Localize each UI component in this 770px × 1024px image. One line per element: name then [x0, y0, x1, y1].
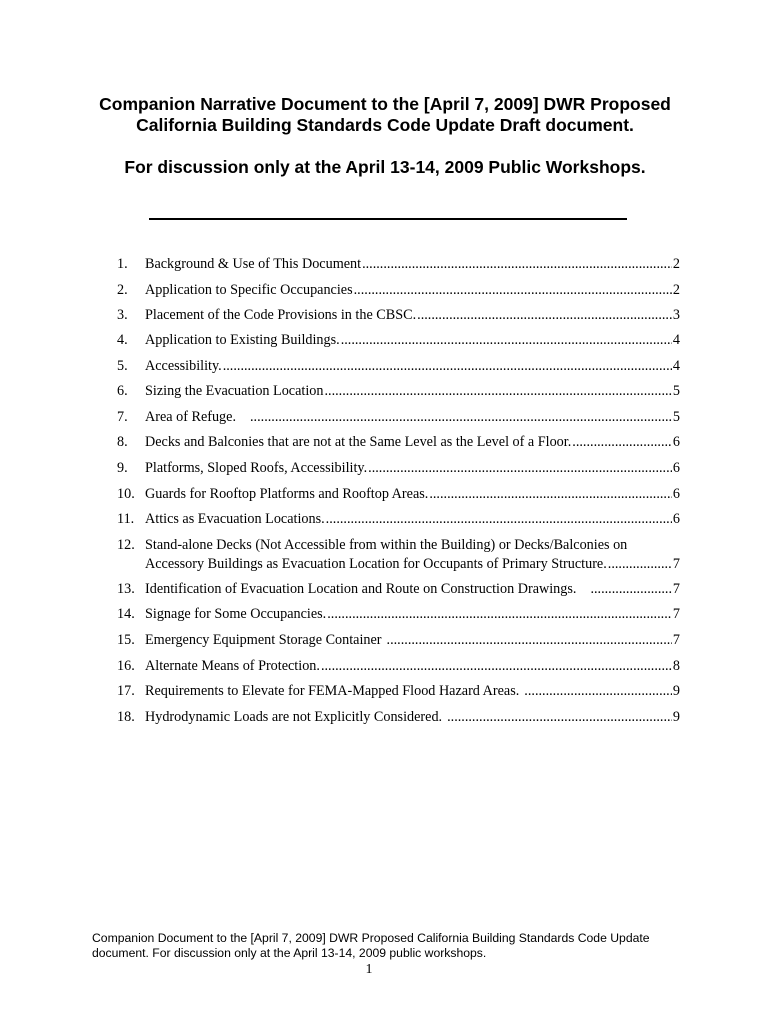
toc-item-page: 6 — [672, 460, 680, 476]
toc-item-page: 4 — [672, 332, 680, 348]
document-subtitle: For discussion only at the April 13-14, 2009 Public Workshops. — [124, 157, 646, 177]
toc-item-number: 6. — [117, 383, 128, 399]
toc-item-page: 8 — [672, 658, 680, 674]
toc-item-title: Accessibility. — [145, 358, 222, 374]
toc-item-page: 2 — [672, 282, 680, 298]
toc-item[interactable] — [117, 357, 680, 376]
toc-item-page: 6 — [672, 486, 680, 502]
toc-item-number: 13. — [117, 581, 135, 597]
toc-item-page: 2 — [672, 256, 680, 272]
toc-leader — [590, 580, 671, 599]
toc-item-title: Requirements to Elevate for FEMA-Mapped Flood Hazard Areas. — [145, 683, 520, 699]
toc-item-number: 8. — [117, 434, 128, 450]
toc-leader — [608, 555, 672, 574]
toc-item-title: Placement of the Code Provisions in the CBSC. — [145, 307, 417, 323]
toc-leader — [429, 485, 672, 504]
toc-item-number: 12. — [117, 537, 135, 553]
toc-leader — [447, 708, 672, 727]
toc-item-page: 6 — [672, 434, 680, 450]
toc-item-title: Alternate Means of Protection. — [145, 658, 320, 674]
toc-item-title: Area of Refuge. — [145, 409, 236, 425]
toc-item-number: 17. — [117, 683, 135, 699]
toc-item-page: 7 — [672, 632, 680, 648]
toc-item[interactable] — [117, 682, 680, 701]
toc-item-title: Hydrodynamic Loads are not Explicitly Considered. — [145, 709, 443, 725]
toc-item-title: Platforms, Sloped Roofs, Accessibility. — [145, 460, 368, 476]
toc-item-number: 9. — [117, 460, 128, 476]
footer-line-2: document. For discussion only at the April 13-14, 2009 public workshops. — [92, 946, 487, 960]
toc-item-page: 7 — [672, 606, 680, 622]
toc-item-title: Identification of Evacuation Location and Route on Construction Drawings. — [145, 581, 577, 597]
toc-leader — [572, 433, 672, 452]
toc-item[interactable] — [117, 605, 680, 624]
document-title-line-1: Companion Narrative Document to the [April 7, 2009] DWR Proposed — [99, 94, 671, 114]
toc-item-title: Application to Specific Occupancies — [145, 282, 353, 298]
toc-item-page: 7 — [672, 581, 680, 597]
toc-item-number: 15. — [117, 632, 135, 648]
toc-item-page: 9 — [672, 683, 680, 699]
toc-leader — [368, 459, 672, 478]
toc-item-title: Attics as Evacuation Locations. — [145, 511, 325, 527]
toc-leader — [354, 281, 672, 300]
toc-item[interactable] — [117, 510, 680, 529]
toc-item[interactable] — [117, 536, 680, 574]
toc-item-number: 4. — [117, 332, 128, 348]
toc-item-title: Guards for Rooftop Platforms and Rooftop Areas. — [145, 486, 429, 502]
toc-leader — [321, 657, 672, 676]
toc-item-number: 11. — [117, 511, 135, 527]
toc-item-number: 5. — [117, 358, 128, 374]
toc-item-number: 18. — [117, 709, 135, 725]
toc-item-title-line-2: Accessory Buildings as Evacuation Location for Occupants of Primary Structure. — [145, 556, 607, 572]
toc-item[interactable] — [117, 708, 680, 727]
toc-leader — [326, 510, 672, 529]
toc-item[interactable] — [117, 657, 680, 676]
toc-item-title: Sizing the Evacuation Location — [145, 383, 324, 399]
toc-item-title-line-1: Stand-alone Decks (Not Accessible from within the Building) or Decks/Balconies on — [145, 537, 628, 553]
toc-leader — [250, 408, 672, 427]
footer-line-1: Companion Document to the [April 7, 2009] DWR Proposed California Building Standards Code Update — [92, 931, 650, 945]
toc-item[interactable] — [117, 331, 680, 350]
toc-item-number: 2. — [117, 282, 128, 298]
toc-item-number: 3. — [117, 307, 128, 323]
toc-item-page: 7 — [672, 556, 680, 572]
toc-item[interactable] — [117, 306, 680, 325]
toc-item-page: 5 — [672, 409, 680, 425]
toc-item-title: Application to Existing Buildings. — [145, 332, 340, 348]
toc-leader — [327, 605, 672, 624]
toc-item[interactable] — [117, 433, 680, 452]
document-title-line-2: California Building Standards Code Update Draft document. — [136, 115, 634, 135]
toc-item-number: 7. — [117, 409, 128, 425]
toc-item-number: 16. — [117, 658, 135, 674]
toc-item-page: 4 — [672, 358, 680, 374]
toc-item-number: 10. — [117, 486, 135, 502]
toc-leader — [341, 331, 672, 350]
page-footer — [92, 931, 692, 961]
toc-leader — [223, 357, 672, 376]
toc-leader — [417, 306, 672, 325]
toc-item[interactable] — [117, 485, 680, 504]
toc-item[interactable] — [117, 255, 680, 274]
toc-item[interactable] — [117, 580, 680, 599]
toc-leader — [362, 255, 672, 274]
toc-item-page: 5 — [672, 383, 680, 399]
toc-item-title: Emergency Equipment Storage Container — [145, 632, 382, 648]
toc-item-title: Signage for Some Occupancies. — [145, 606, 327, 622]
toc-item-number: 1. — [117, 256, 128, 272]
toc-leader — [387, 631, 672, 650]
toc-item[interactable] — [117, 281, 680, 300]
toc-item-page: 3 — [672, 307, 680, 323]
toc-item-number: 14. — [117, 606, 135, 622]
toc-item[interactable] — [117, 631, 680, 650]
toc-leader — [324, 382, 671, 401]
toc-item-page: 6 — [672, 511, 680, 527]
page-number: 1 — [365, 962, 373, 977]
toc-item-title: Background & Use of This Document — [145, 256, 362, 272]
toc-item-title: Decks and Balconies that are not at the Same Level as the Level of a Floor. — [145, 434, 572, 450]
toc-item[interactable] — [117, 382, 680, 401]
toc-item[interactable] — [117, 408, 680, 427]
toc-item[interactable] — [117, 459, 680, 478]
toc-leader — [524, 682, 672, 701]
toc-item-page: 9 — [672, 709, 680, 725]
